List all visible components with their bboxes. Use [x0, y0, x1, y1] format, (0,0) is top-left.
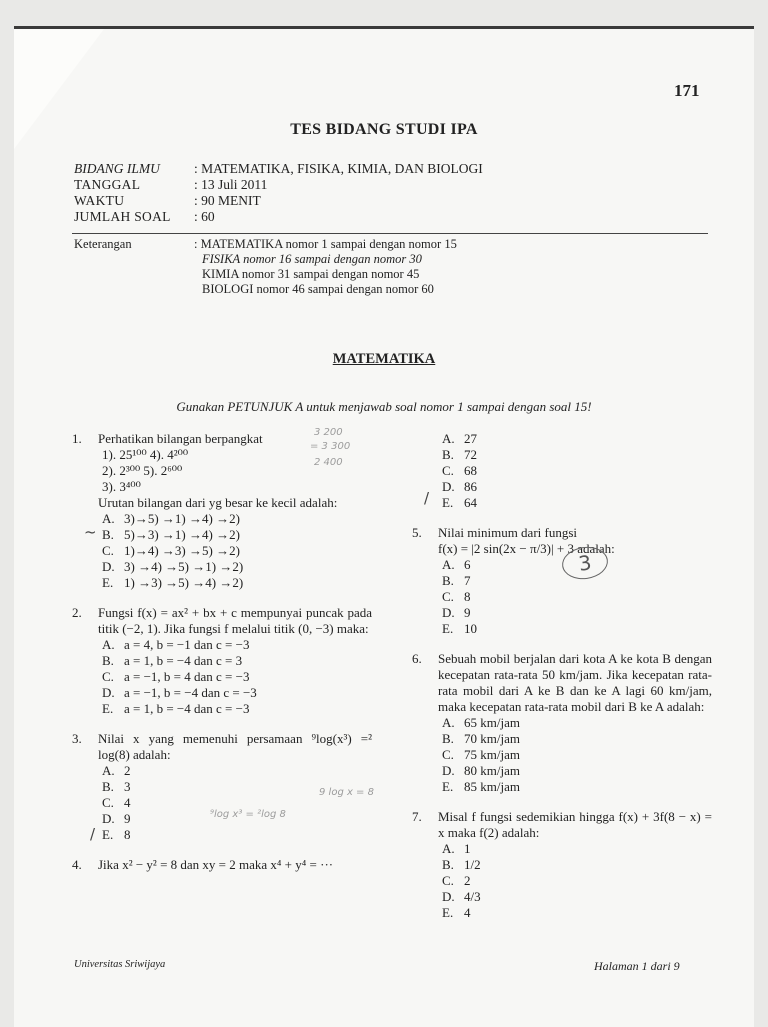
- option-text: 70 km/jam: [464, 731, 520, 746]
- option-d[interactable]: [98, 559, 372, 575]
- question-text: Fungsi f(x) = ax² + bx + c mempunyai puncak pada titik (−2, 1). Jika fungsi f melalui titik (0, −3) maka:: [98, 605, 372, 636]
- option-a[interactable]: [98, 511, 372, 527]
- option-text: 8: [464, 589, 471, 604]
- option-a[interactable]: [438, 715, 712, 731]
- meta-row-bidang: [74, 161, 483, 177]
- option-b[interactable]: [98, 653, 372, 669]
- option-letter: E.: [102, 827, 114, 842]
- list-item: 3). 3⁴⁰⁰: [102, 479, 141, 494]
- option-e[interactable]: [412, 495, 712, 511]
- question-text: Jika x² − y² = 8 dan xy = 2 maka x⁴ + y⁴ = ···: [98, 857, 334, 872]
- question-text: Sebuah mobil berjalan dari kota A ke kota B dengan kecepatan rata-rata 50 km/jam. Jika kecepatan rata-rata mobil dari A ke B dan ke A lagi 60 km/jam, maka kecepatan rata-rata mobil dari B ke A adalah:: [438, 651, 712, 714]
- divider-line: [72, 233, 708, 234]
- option-c[interactable]: [412, 463, 712, 479]
- question-4-options: [412, 431, 712, 511]
- option-text: 86: [464, 479, 477, 494]
- option-e[interactable]: [438, 621, 712, 637]
- option-d[interactable]: [438, 763, 712, 779]
- option-e[interactable]: [438, 905, 712, 921]
- option-text: 8: [124, 827, 131, 842]
- pencil-note: = 3 300: [310, 441, 351, 452]
- option-b[interactable]: [438, 857, 712, 873]
- keterangan-line: : MATEMATIKA nomor 1 sampai dengan nomor 15: [194, 237, 457, 251]
- keterangan-label: Keterangan: [74, 237, 132, 251]
- option-text: 10: [464, 621, 477, 636]
- option-c[interactable]: [438, 873, 712, 889]
- meta-row-waktu: [74, 193, 483, 209]
- meta-label: BIDANG ILMU: [74, 161, 160, 176]
- option-text: 1: [464, 841, 471, 856]
- option-text: 3: [124, 779, 131, 794]
- option-letter: A.: [442, 841, 455, 856]
- option-letter: A.: [102, 637, 115, 652]
- option-text: 3) →4) →5) →1) →2): [124, 559, 244, 574]
- question-4: [72, 857, 372, 873]
- option-letter: A.: [442, 557, 455, 572]
- option-letter: A.: [102, 763, 115, 778]
- option-text: 5)→3) →1) →4) →2): [124, 527, 240, 542]
- question-text: Nilai x yang memenuhi persamaan ⁹log(x³) =² log(8) adalah:: [98, 731, 372, 762]
- option-text: 27: [464, 431, 477, 446]
- pencil-note: 9 log x = 8: [319, 787, 374, 798]
- option-letter: C.: [442, 589, 454, 604]
- option-text: 7: [464, 573, 471, 588]
- option-letter: C.: [102, 795, 114, 810]
- option-letter: C.: [442, 873, 454, 888]
- number-list: [98, 447, 372, 495]
- option-c[interactable]: [438, 747, 712, 763]
- option-text: 1/2: [464, 857, 481, 872]
- option-text: 4: [124, 795, 131, 810]
- meta-value: : MATEMATIKA, FISIKA, KIMIA, DAN BIOLOGI: [194, 161, 483, 176]
- option-letter: E.: [102, 575, 114, 590]
- option-text: a = −1, b = −4 dan c = −3: [124, 685, 257, 700]
- option-e[interactable]: [98, 701, 372, 717]
- option-d[interactable]: [438, 889, 712, 905]
- option-text: 85 km/jam: [464, 779, 520, 794]
- option-a[interactable]: [412, 431, 712, 447]
- option-text: a = 1, b = −4 dan c = 3: [124, 653, 243, 668]
- check-mark-icon: /: [90, 825, 96, 843]
- option-letter: E.: [442, 495, 454, 510]
- list-item: 1). 25¹⁰⁰ 4). 4²⁰⁰: [102, 447, 189, 462]
- question-formula: f(x) = |2 sin(2x − π/3)| + 3 adalah:: [438, 541, 615, 556]
- option-text: 72: [464, 447, 477, 462]
- meta-label: JUMLAH SOAL: [74, 209, 171, 224]
- option-text: 6: [464, 557, 471, 572]
- pencil-note: ⁹log x³ = ²log 8: [210, 809, 286, 820]
- option-letter: C.: [442, 463, 454, 478]
- option-c[interactable]: [438, 589, 712, 605]
- footer-page-indicator: Halaman 1 dari 9: [594, 959, 680, 973]
- option-letter: B.: [442, 573, 454, 588]
- exam-page: [14, 26, 754, 1027]
- option-letter: E.: [442, 621, 454, 636]
- meta-value: : 90 MENIT: [194, 193, 261, 208]
- option-text: 1)→4) →3) →5) →2): [124, 543, 240, 558]
- option-b[interactable]: [412, 447, 712, 463]
- question-1: [72, 431, 372, 591]
- page-number: 171: [674, 81, 700, 100]
- option-letter: B.: [102, 653, 114, 668]
- check-mark-icon: ~: [84, 523, 97, 541]
- question-6: [412, 651, 712, 795]
- right-column: [412, 431, 712, 935]
- question-2: [72, 605, 372, 717]
- option-text: 68: [464, 463, 477, 478]
- pencil-note: 2 400: [314, 457, 343, 468]
- option-text: 64: [464, 495, 477, 510]
- section-title: MATEMATIKA: [332, 351, 436, 367]
- option-letter: D.: [442, 763, 455, 778]
- question-number: 3.: [72, 731, 82, 746]
- exam-meta: [74, 161, 483, 225]
- option-a[interactable]: [438, 841, 712, 857]
- option-d[interactable]: [98, 685, 372, 701]
- list-item: 2). 2³⁰⁰ 5). 2⁶⁰⁰: [102, 463, 183, 478]
- meta-row-jumlah: [74, 209, 483, 225]
- option-letter: D.: [442, 479, 455, 494]
- option-text: 2: [464, 873, 471, 888]
- question-text-cont: Urutan bilangan dari yg besar ke kecil adalah:: [98, 495, 338, 510]
- question-text: Nilai minimum dari fungsi: [438, 525, 578, 540]
- option-text: 2: [124, 763, 131, 778]
- keterangan-line: FISIKA nomor 16 sampai dengan nomor 30: [202, 252, 422, 266]
- option-letter: D.: [102, 559, 115, 574]
- option-text: 9: [124, 811, 131, 826]
- meta-value: : 60: [194, 209, 215, 224]
- question-5: [412, 525, 712, 637]
- meta-row-tanggal: [74, 177, 483, 193]
- option-text: 1) →3) →5) →4) →2): [124, 575, 244, 590]
- question-text: Misal f fungsi sedemikian hingga f(x) + 3f(8 − x) = x maka f(2) adalah:: [438, 809, 712, 840]
- option-c[interactable]: [98, 543, 372, 559]
- option-b[interactable]: [98, 527, 372, 543]
- option-text: 75 km/jam: [464, 747, 520, 762]
- option-e[interactable]: [98, 575, 372, 591]
- option-e[interactable]: [438, 779, 712, 795]
- option-letter: D.: [442, 889, 455, 904]
- keterangan-line: BIOLOGI nomor 46 sampai dengan nomor 60: [202, 282, 434, 296]
- option-b[interactable]: [438, 731, 712, 747]
- option-d[interactable]: [412, 479, 712, 495]
- pencil-note: 3 200: [314, 427, 343, 438]
- option-text: 3)→5) →1) →4) →2): [124, 511, 240, 526]
- question-number: 7.: [412, 809, 422, 824]
- option-letter: C.: [442, 747, 454, 762]
- keterangan-line: KIMIA nomor 31 sampai dengan nomor 45: [202, 267, 420, 281]
- instruction-text: Gunakan PETUNJUK A untuk menjawab soal nomor 1 sampai dengan soal 15!: [176, 399, 592, 414]
- check-mark-icon: /: [424, 489, 430, 507]
- option-text: 65 km/jam: [464, 715, 520, 730]
- option-text: a = 4, b = −1 dan c = −3: [124, 637, 250, 652]
- option-letter: B.: [102, 527, 114, 542]
- option-text: a = −1, b = 4 dan c = −3: [124, 669, 250, 684]
- footer-university: Universitas Sriwijaya: [74, 959, 166, 970]
- question-number: 4.: [72, 857, 82, 872]
- option-letter: B.: [442, 731, 454, 746]
- option-letter: D.: [442, 605, 455, 620]
- option-text: 9: [464, 605, 471, 620]
- option-text: 80 km/jam: [464, 763, 520, 778]
- option-text: 4/3: [464, 889, 481, 904]
- question-number: 2.: [72, 605, 82, 620]
- option-letter: E.: [442, 779, 454, 794]
- handwritten-circled-answer: 3: [560, 544, 610, 582]
- option-letter: E.: [102, 701, 114, 716]
- option-letter: C.: [102, 669, 114, 684]
- option-a[interactable]: [98, 637, 372, 653]
- question-number: 6.: [412, 651, 422, 666]
- meta-label: WAKTU: [74, 193, 125, 208]
- option-letter: B.: [442, 857, 454, 872]
- option-e[interactable]: [98, 827, 372, 843]
- keterangan-lines: [194, 237, 594, 297]
- option-letter: D.: [102, 811, 115, 826]
- question-text: Perhatikan bilangan berpangkat: [98, 431, 263, 446]
- option-letter: E.: [442, 905, 454, 920]
- meta-label: TANGGAL: [74, 177, 141, 192]
- option-d[interactable]: [438, 605, 712, 621]
- option-letter: C.: [102, 543, 114, 558]
- option-letter: B.: [102, 779, 114, 794]
- option-letter: A.: [442, 715, 455, 730]
- option-letter: D.: [102, 685, 115, 700]
- option-a[interactable]: [98, 763, 372, 779]
- question-number: 5.: [412, 525, 422, 540]
- option-text: a = 1, b = −4 dan c = −3: [124, 701, 250, 716]
- option-letter: A.: [442, 431, 455, 446]
- question-7: [412, 809, 712, 921]
- question-number: 1.: [72, 431, 82, 446]
- option-letter: A.: [102, 511, 115, 526]
- exam-title: TES BIDANG STUDI IPA: [290, 121, 478, 138]
- option-text: 4: [464, 905, 471, 920]
- option-c[interactable]: [98, 669, 372, 685]
- meta-value: : 13 Juli 2011: [194, 177, 268, 192]
- option-letter: B.: [442, 447, 454, 462]
